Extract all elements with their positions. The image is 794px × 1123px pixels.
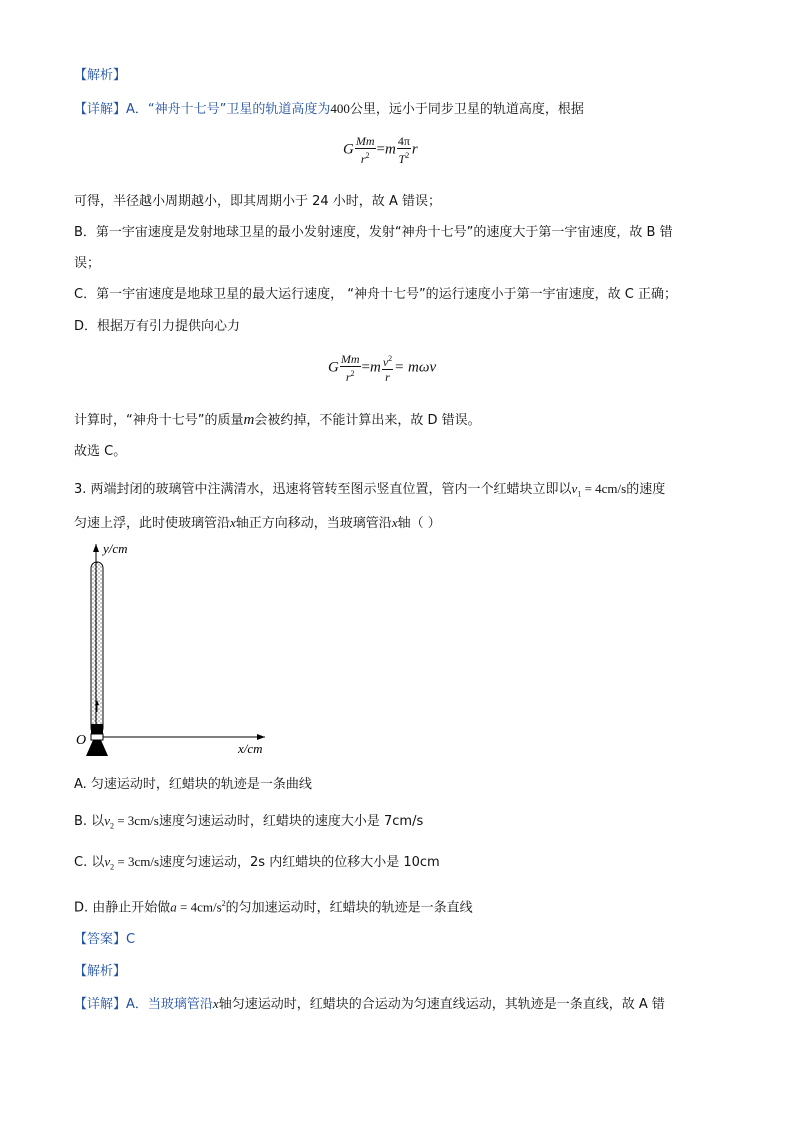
- formula-centripetal: G $\frac{Mm}{r^2}$ =m $\frac{v^2}{r}$ = mωv: [328, 352, 437, 384]
- line-d: D．根据万有引力提供向心力: [74, 319, 241, 334]
- orbit-height-value: 400: [330, 101, 350, 116]
- question-3-line2: 匀速上浮，此时使玻璃管沿x轴正方向移动，当玻璃管沿x轴（ ）: [74, 515, 441, 531]
- jiexi-heading-2: 【解析】: [74, 964, 127, 979]
- option-c: C. 以$v_2 = 3cm/s$速度匀速运动，2s 内红蜡块的位移大小是 10cm: [74, 854, 440, 872]
- x-axis-label: x/cm: [238, 741, 263, 756]
- answer-line: 【答案】C: [74, 932, 136, 947]
- x-axis-arrow: [257, 734, 265, 740]
- tube-base: [86, 740, 108, 756]
- jiexi-heading: 【解析】: [74, 68, 127, 83]
- xiangjie-a-text-end: 公里，远小于同步卫星的轨道高度，根据: [349, 102, 584, 117]
- xiangjie-a-text: 【详解】A．“神舟十七号”卫星的轨道高度为: [74, 102, 331, 117]
- option-a: A. 匀速运动时，红蜡块的轨迹是一条曲线: [74, 777, 312, 792]
- y-axis-arrow: [93, 544, 99, 552]
- wax-block: [91, 724, 103, 734]
- line-b2: 误；: [74, 256, 101, 271]
- line-c: C．第一宇宙速度是地球卫星的最大运行速度， “神舟十七号”的运行速度小于第一宇宙速度，故 C 正确；: [74, 287, 678, 302]
- xiangjie-2-line: 【详解】A．当玻璃管沿x轴匀速运动时，红蜡块的合运动为匀速直线运动，其轨迹是一条直线，故 A 错: [74, 996, 665, 1012]
- option-b: B. 以$v_2 = 3cm/s$速度匀速运动时，红蜡块的速度大小是 7cm/s: [74, 813, 424, 831]
- option-d: D. 由静止开始做$a = 4cm/s^2$的匀加速运动时，红蜡块的轨迹是一条直线: [74, 899, 473, 916]
- question-3-line1: 3. 两端封闭的玻璃管中注满清水，迅速将管转至图示竖直位置，管内一个红蜡块立即以$v_1 = 4cm/s$的速度: [74, 481, 666, 499]
- line-b1: B．第一宇宙速度是发射地球卫星的最小发射速度，发射“神舟十七号”的速度大于第一宇宙速度，故 B 错: [74, 225, 673, 240]
- formula-gravitation-period: G $\frac{Mm}{r^2}$ =m $\frac{4\pi}{T^2}$ r: [343, 134, 418, 166]
- tube-stopper: [91, 734, 103, 740]
- line-guxuan: 故选 C。: [74, 444, 127, 459]
- origin-label: O: [76, 733, 87, 748]
- line-jisuan: 计算时，“神舟十七号”的质量m会被约掉，不能计算出来，故 D 错误。: [74, 412, 481, 428]
- glass-tube-figure: [70, 540, 280, 765]
- line-kede: 可得，半径越小周期越小，即其周期小于 24 小时，故 A 错误；: [74, 194, 441, 209]
- y-axis-label: y/cm: [103, 541, 128, 556]
- xiangjie-a-line: [74, 100, 584, 119]
